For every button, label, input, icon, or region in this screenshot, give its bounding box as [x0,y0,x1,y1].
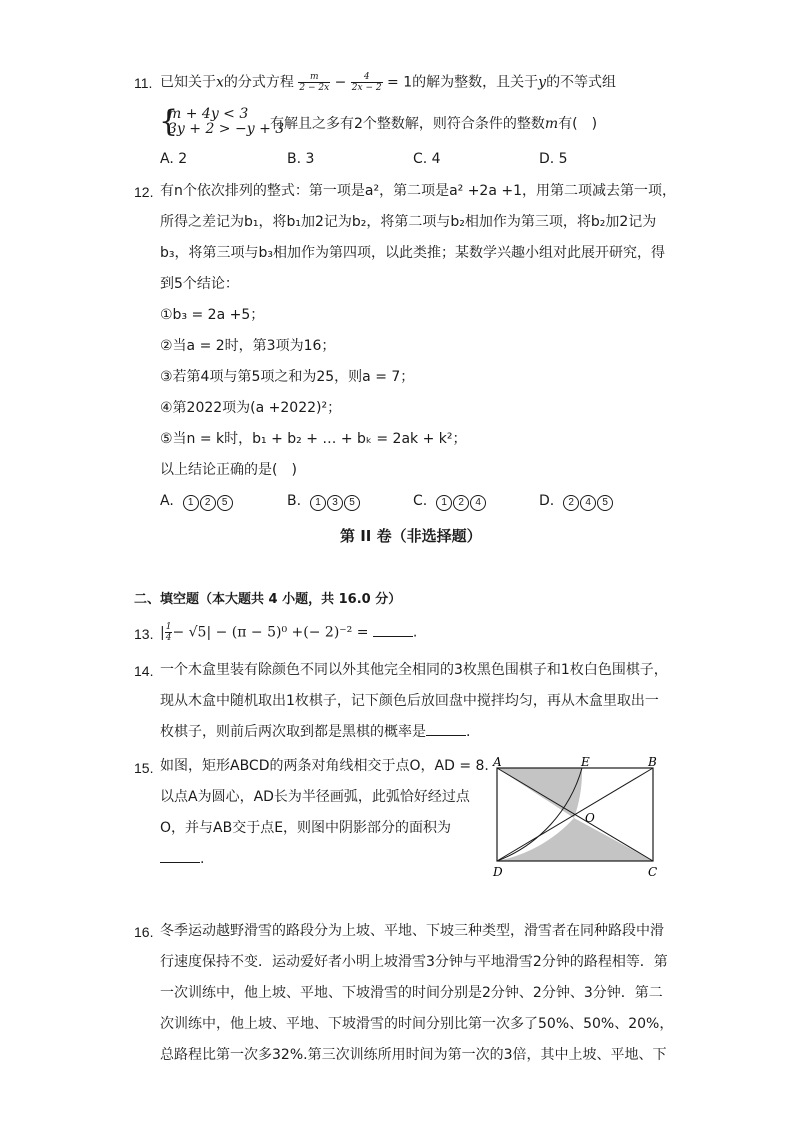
q13-number: 13. [134,626,154,642]
q11-fraction-1: $\frac{m}{2 - 2x}$ [299,72,330,93]
q11-var-y: y [538,74,547,91]
q12-line-1: 有n个依次排列的整式：第一项是a²，第二项是a² +2a +1，用第二项减去第一项， [160,183,677,199]
q11-system-row1: m + 4y < 3 [168,106,249,122]
q16-line-1: 冬季运动越野滑雪的路段分为上坡、平地、下坡三种类型，滑雪者在同种路段中滑 [160,923,664,939]
q12-prompt: 以上结论正确的是( ) [160,462,297,478]
q15-number: 15. [134,760,154,776]
q12-line-2: 所得之差记为b₁，将b₁加2记为b₂，将第二项与b₂相加作为第三项，将b₂加2记为 [160,214,657,230]
q12-option-a[interactable]: A. 1 2 5 [160,493,234,511]
q12-conclusion-5: ⑤当n = k时，b₁ + b₂ + … + bₖ = 2ak + k²； [160,431,467,447]
q11-system-row2: 3y + 2 > −y + 3 [168,121,285,137]
q11-fraction-2: $\frac{4}{2x - 2}$ [351,72,382,93]
q15-label-c: C [648,865,658,879]
q15-label-a: A [493,756,502,769]
q12-line-4: 到5个结论： [160,276,239,292]
q14-line-3: 枚棋子，则前后两次取到都是黑棋的概率是 . [160,724,471,740]
q11-var-m: m [544,116,559,132]
q11-text-a: 已知关于 [160,74,216,91]
q16-line-4: 次训练中，他上坡、平地、下坡滑雪的时间分别比第一次多了50%、50%、20%， [160,1016,674,1032]
q15-figure [488,756,668,881]
q16-line-5: 总路程比第一次多32%.第三次训练所用时间为第一次的3倍，其中上坡、平地、下 [160,1047,667,1063]
q11-line1 [160,72,616,93]
q11-option-c[interactable]: C. 4 [413,151,441,167]
q11-text-b: 的分式方程 [223,74,294,91]
q16-line-3: 一次训练中，他上坡、平地、下坡滑雪的时间分别是2分钟、2分钟、3分钟．第二 [160,985,663,1001]
q16-number: 16. [134,924,154,940]
q15-line-2: 以点A为圆心，AD长为半径画弧，此弧恰好经过点 [160,789,470,805]
q14-line-1: 一个木盒里装有除颜色不同以外其他完全相同的3枚黑色围棋子和1枚白色围棋子， [160,662,668,678]
q11-line2-a: 有解且之多有2个整数解，则符合条件的整数 [270,116,545,132]
q12-option-b[interactable]: B. 1 3 5 [287,493,361,511]
q15-line-4: . [160,849,204,869]
part-2-heading: 二、填空题（本大题共 4 小题，共 16.0 分） [134,592,402,607]
q12-conclusion-4: ④第2022项为(a +2022)²； [160,400,342,416]
q11-number: 11. [134,75,153,91]
q13-expression: | $\frac{1}{4}$ − √5| − (π − 5)⁰ +(− 2)⁻² = . [160,622,418,643]
q15-label-e: E [581,756,590,769]
q11-option-a[interactable]: A. 2 [160,151,188,167]
q15-answer-blank[interactable] [160,850,200,863]
q12-conclusion-3: ③若第4项与第5项之和为25，则a = 7； [160,369,415,385]
q16-line-2: 行速度保持不变．运动爱好者小明上坡滑雪3分钟与平地滑雪2分钟的路程相等．第 [160,954,668,970]
q11-system-brace: { [159,104,179,139]
q15-shaded-region-bottom [497,818,653,861]
q13-answer-blank[interactable] [373,624,413,637]
q11-text-c: 的不等式组 [546,74,617,91]
q11-line2 [270,114,597,134]
q12-option-d[interactable]: D. 2 4 5 [539,493,614,511]
q12-conclusion-2: ②当a = 2时，第3项为16； [160,338,336,354]
q14-line-2: 现从木盒中随机取出1枚棋子，记下颜色后放回盘中搅拌均匀，再从木盒里取出一 [160,693,659,709]
q14-number: 14. [134,663,154,679]
q15-line-3: O，并与AB交于点E，则图中阴影部分的面积为 [160,820,452,836]
q12-number: 12. [134,184,154,200]
q11-option-d[interactable]: D. 5 [539,151,568,167]
q12-line-3: b₃，将第三项与b₃相加作为第四项，以此类推；某数学兴趣小组对此展开研究，得 [160,245,665,261]
q15-line-1: 如图，矩形ABCD的两条对角线相交于点O，AD = 8. [160,758,489,774]
q11-var-x: x [216,74,224,91]
q15-label-b: B [648,756,657,769]
section-2-title: 第 II 卷（非选择题） [340,527,482,545]
q15-label-o: O [585,811,595,825]
q15-label-d: D [493,865,503,879]
q12-conclusion-1: ①b₃ = 2a +5； [160,307,265,323]
q14-answer-blank[interactable] [426,723,466,736]
q11-option-b[interactable]: B. 3 [287,151,315,167]
q11-text-eq: = 1的解为整数，且关于 [382,74,539,91]
q13-fraction: $\frac{1}{4}$ [165,622,172,643]
q11-minus: − [334,74,347,91]
q12-option-c[interactable]: C. 1 2 4 [413,493,487,511]
q11-line2-b: 有( ) [558,116,598,132]
